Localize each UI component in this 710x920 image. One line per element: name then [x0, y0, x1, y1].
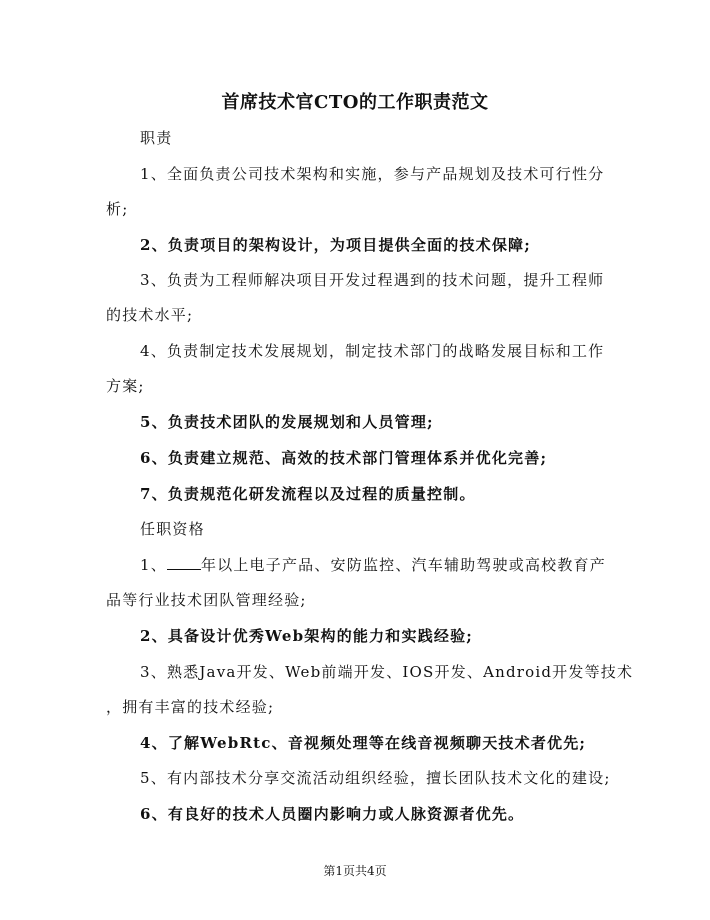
duty-5: 5、负责技术团队的发展规划和人员管理;: [140, 413, 434, 431]
qualification-6: 6、有良好的技术人员圈内影响力或人脉资源者优先。: [140, 805, 525, 823]
qualification-3-line-1: 3、熟悉Java开发、Web前端开发、IOS开发、Android开发等技术: [140, 663, 634, 681]
document-title: 首席技术官CTO的工作职责范文: [221, 92, 489, 113]
duty-6: 6、负责建立规范、高效的技术部门管理体系并优化完善;: [140, 449, 548, 467]
duty-3-line-1: 3、负责为工程师解决项目开发过程遇到的技术问题，提升工程师: [140, 271, 605, 289]
qualification-1-line-2: 品等行业技术团队管理经验;: [106, 591, 307, 609]
duty-2: 2、负责项目的架构设计，为项目提供全面的技术保障;: [140, 236, 531, 254]
qualification-1-prefix: 1、: [140, 556, 167, 574]
qualification-1-line-1: [140, 555, 606, 575]
duty-3-line-2: 的技术水平;: [106, 306, 194, 324]
duty-4-line-2: 方案;: [106, 377, 145, 395]
section-heading-duties: 职责: [140, 129, 173, 147]
qualification-4: 4、了解WebRtc、音视频处理等在线音视频聊天技术者优先;: [140, 734, 587, 752]
page-number-footer: 第1页共4页: [323, 864, 387, 878]
duty-1-line-1: 1、全面负责公司技术架构和实施，参与产品规划及技术可行性分: [140, 165, 605, 183]
qualification-1-rest: 年以上电子产品、安防监控、汽车辅助驾驶或高校教育产: [200, 556, 606, 574]
qualification-2: 2、具备设计优秀Web架构的能力和实践经验;: [140, 627, 474, 645]
duty-7: 7、负责规范化研发流程以及过程的质量控制。: [140, 485, 476, 503]
duty-1-line-2: 析;: [106, 200, 129, 218]
section-heading-qualifications: 任职资格: [140, 520, 205, 538]
duty-4-line-1: 4、负责制定技术发展规划，制定技术部门的战略发展目标和工作: [140, 342, 605, 360]
fill-in-blank: [167, 555, 201, 570]
qualification-3-line-2: ，拥有丰富的技术经验;: [106, 698, 275, 716]
qualification-5: 5、有内部技术分享交流活动组织经验，擅长团队技术文化的建设;: [140, 769, 611, 787]
